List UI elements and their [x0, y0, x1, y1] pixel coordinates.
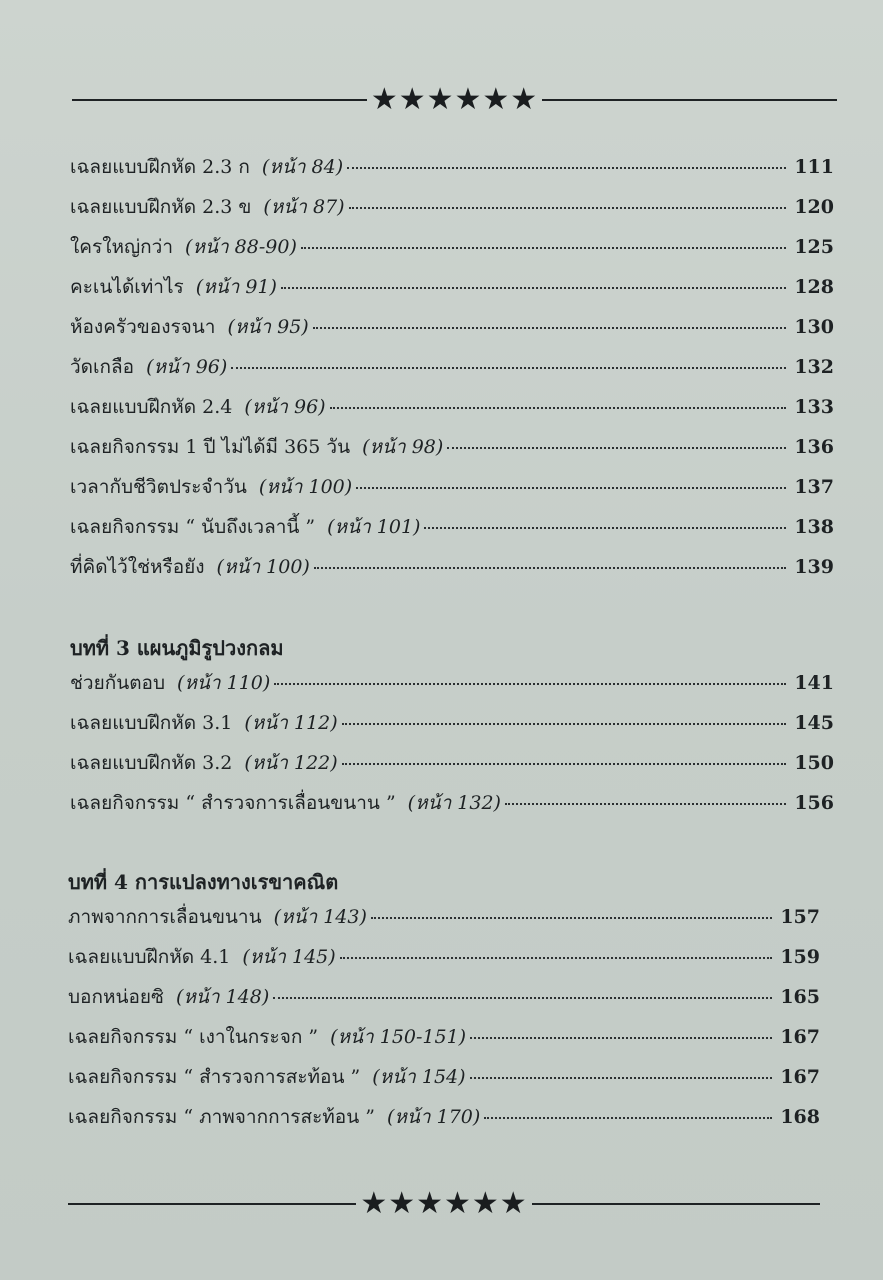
entry-title: ที่คิดไว้ใช่หรือยัง [70, 556, 205, 578]
entry-page-ref: (หน้า 100) [216, 556, 310, 578]
divider-line-left [72, 99, 367, 101]
entry-title: เฉลยกิจกรรม “ เงาในกระจก ” [68, 1026, 319, 1048]
entry-page-number: 165 [780, 986, 820, 1008]
dot-leader [281, 287, 786, 289]
entry-page-ref: (หน้า 87) [263, 196, 345, 218]
dot-leader [484, 1117, 772, 1119]
toc-section-chapter-2 [70, 152, 834, 592]
entry-page-ref: (หน้า 112) [244, 712, 338, 734]
dot-leader [349, 207, 787, 209]
divider-line-right [532, 1203, 820, 1205]
dot-leader [301, 247, 786, 249]
entry-page-number: 167 [780, 1026, 820, 1048]
toc-entry[interactable] [68, 1022, 820, 1062]
entry-page-ref: (หน้า 100) [258, 476, 353, 498]
chapter-heading: บทที่ 4 การแปลงทางเรขาคณิต [68, 870, 339, 894]
entry-page-number: 137 [794, 476, 834, 498]
entry-page-ref: (หน้า 101) [327, 516, 421, 538]
dot-leader [505, 803, 786, 805]
entry-page-number: 138 [794, 516, 834, 538]
entry-page-number: 150 [794, 752, 834, 774]
entry-page-number: 125 [794, 236, 834, 258]
toc-entry[interactable] [70, 748, 834, 788]
stars-ornament: ★★★★★★ [360, 1186, 528, 1221]
entry-page-number: 139 [794, 556, 834, 578]
toc-entry[interactable] [70, 668, 834, 708]
entry-page-number: 141 [794, 672, 834, 694]
dot-leader [342, 723, 787, 725]
entry-title: บอกหน่อยซิ [68, 986, 164, 1008]
toc-entry[interactable] [70, 232, 834, 272]
entry-title: เวลากับชีวิตประจำวัน [70, 476, 247, 498]
entry-page-ref: (หน้า 91) [195, 276, 277, 298]
entry-page-number: 132 [794, 356, 834, 378]
entry-page-number: 128 [794, 276, 834, 298]
toc-entry[interactable] [70, 472, 834, 512]
entry-page-number: 130 [794, 316, 834, 338]
dot-leader [356, 487, 786, 489]
toc-entry[interactable] [68, 982, 820, 1022]
entry-page-number: 159 [780, 946, 820, 968]
toc-entry[interactable] [70, 512, 834, 552]
dot-leader [347, 167, 786, 169]
entry-page-ref: (หน้า 143) [273, 906, 367, 928]
entry-page-number: 111 [794, 156, 834, 178]
dot-leader [274, 683, 786, 685]
divider-line-right [542, 99, 837, 101]
entry-page-ref: (หน้า 95) [227, 316, 309, 338]
entry-page-ref: (หน้า 110) [177, 672, 271, 694]
entry-title: เฉลยแบบฝึกหัด 4.1 [68, 946, 231, 968]
entry-title: คะเนได้เท่าไร [70, 276, 184, 298]
entry-page-number: 167 [780, 1066, 820, 1088]
toc-entry[interactable] [70, 272, 834, 312]
dot-leader [273, 997, 772, 999]
toc-entry[interactable] [68, 1062, 820, 1102]
toc-entry[interactable] [70, 552, 834, 592]
dot-leader [340, 957, 773, 959]
entry-title: วัดเกลือ [70, 356, 135, 378]
entry-page-ref: (หน้า 96) [244, 396, 326, 418]
entry-page-ref: (หน้า 154) [372, 1066, 466, 1088]
entry-page-ref: (หน้า 98) [362, 436, 444, 458]
dot-leader [424, 527, 786, 529]
entry-page-number: 157 [780, 906, 820, 928]
dot-leader [447, 447, 786, 449]
entry-page-number: 168 [780, 1106, 820, 1128]
entry-page-ref: (หน้า 148) [175, 986, 270, 1008]
stars-ornament: ★★★★★★ [370, 82, 539, 117]
entry-title: เฉลยแบบฝึกหัด 3.2 [70, 752, 233, 774]
entry-page-number: 136 [794, 436, 834, 458]
entry-title: เฉลยกิจกรรม “ สำรวจการสะท้อน ” [68, 1066, 361, 1088]
dot-leader [231, 367, 786, 369]
entry-title: เฉลยแบบฝึกหัด 2.3 ข [70, 196, 252, 218]
entry-page-ref: (หน้า 132) [407, 792, 501, 814]
toc-entry[interactable] [68, 942, 820, 982]
toc-entry[interactable] [68, 902, 820, 942]
entry-page-ref: (หน้า 150-151) [330, 1026, 467, 1048]
toc-entry[interactable] [68, 1102, 820, 1142]
entry-title: เฉลยแบบฝึกหัด 3.1 [70, 712, 233, 734]
entry-title: เฉลยแบบฝึกหัด 2.3 ก [70, 156, 250, 178]
entry-page-ref: (หน้า 122) [244, 752, 338, 774]
entry-title: เฉลยกิจกรรม “ สำรวจการเลื่อนขนาน ” [70, 792, 396, 814]
dot-leader [314, 567, 786, 569]
toc-section-chapter-4 [68, 862, 820, 1142]
entry-page-number: 133 [794, 396, 834, 418]
toc-section-chapter-3 [70, 628, 834, 828]
entry-page-ref: (หน้า 84) [261, 156, 344, 178]
toc-entry[interactable] [70, 352, 834, 392]
entry-page-number: 120 [794, 196, 834, 218]
entry-title: เฉลยกิจกรรม “ ภาพจากการสะท้อน ” [68, 1106, 375, 1128]
entry-page-ref: (หน้า 88-90) [185, 236, 297, 258]
entry-title: เฉลยแบบฝึกหัด 2.4 [70, 396, 233, 418]
chapter-heading: บทที่ 3 แผนภูมิรูปวงกลม [70, 636, 284, 660]
entry-title: ช่วยกันตอบ [70, 672, 165, 694]
entry-page-ref: (หน้า 170) [386, 1106, 481, 1128]
dot-leader [342, 763, 787, 765]
entry-page-number: 145 [794, 712, 834, 734]
toc-entry[interactable] [70, 788, 834, 828]
entry-title: ภาพจากการเลื่อนขนาน [68, 906, 262, 928]
toc-entry[interactable] [70, 312, 834, 352]
divider-line-left [68, 1203, 356, 1205]
dot-leader [313, 327, 787, 329]
dot-leader [371, 917, 772, 919]
toc-entry[interactable] [70, 392, 834, 432]
dot-leader [470, 1077, 773, 1079]
toc-entry[interactable] [70, 708, 834, 748]
dot-leader [330, 407, 787, 409]
entry-title: ใครใหญ่กว่า [70, 236, 174, 258]
entry-title: เฉลยกิจกรรม 1 ปี ไม่ได้มี 365 วัน [70, 436, 351, 458]
entry-title: เฉลยกิจกรรม “ นับถึงเวลานี้ ” [70, 516, 316, 538]
entry-page-number: 156 [794, 792, 834, 814]
top-star-divider [72, 82, 837, 118]
toc-entry[interactable] [70, 192, 834, 232]
entry-title: ห้องครัวของรจนา [70, 316, 216, 338]
dot-leader [470, 1037, 772, 1039]
toc-entry[interactable] [70, 432, 834, 472]
bottom-star-divider [68, 1186, 820, 1222]
toc-entry[interactable] [70, 152, 834, 192]
entry-page-ref: (หน้า 96) [146, 356, 228, 378]
entry-page-ref: (หน้า 145) [242, 946, 336, 968]
